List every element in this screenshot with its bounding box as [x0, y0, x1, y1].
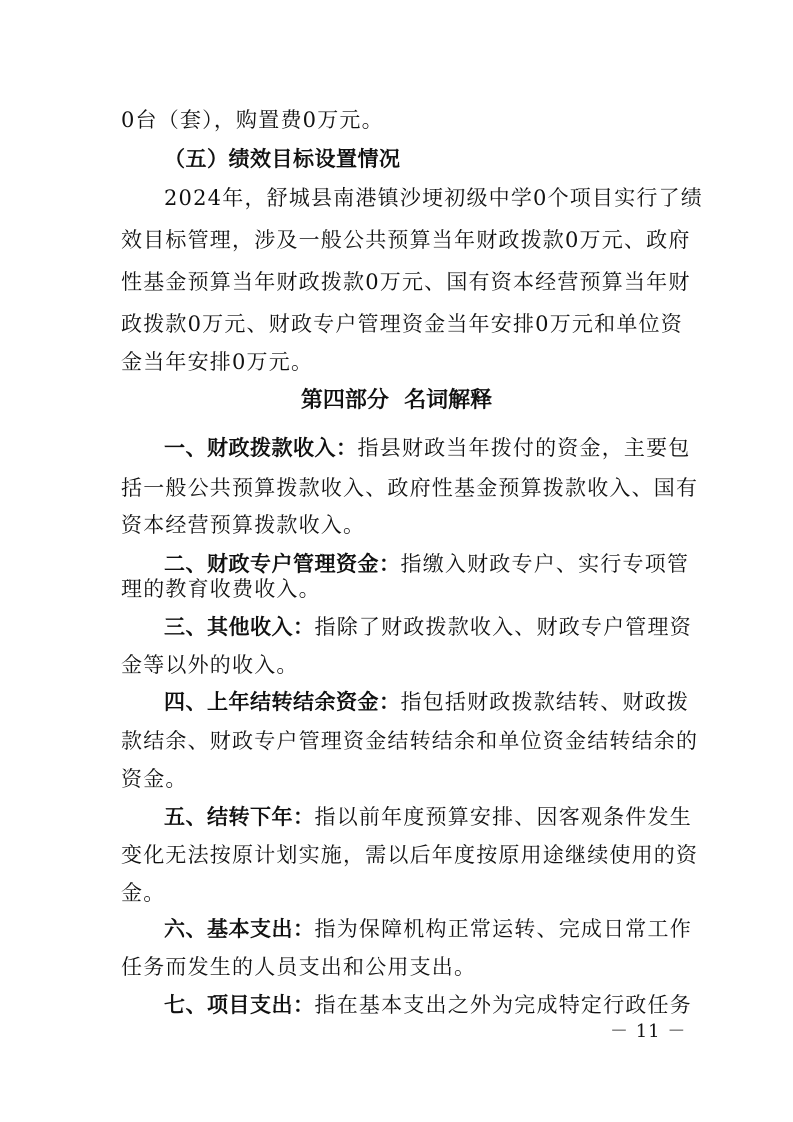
term-definition-line: 理的教育收费收入。	[121, 577, 321, 601]
term-definition-line: 资本经营预算拨款收入。	[121, 513, 366, 537]
term-definition: 指缴入财政专户、实行专项管	[400, 552, 690, 576]
term-label: 三、其他收入：	[164, 615, 315, 639]
term-definition-line: 款结余、财政专户管理资金结转结余和单位资金结转结余的	[121, 729, 699, 753]
paragraph-line: 性基金预算当年财政拨款0万元、国有资本经营预算当年财	[121, 270, 691, 294]
term-label: 二、财政专户管理资金：	[164, 552, 401, 576]
term-definition: 指包括财政拨款结转、财政拨	[400, 690, 690, 714]
paragraph-line: 0台（套），购置费0万元。	[121, 108, 384, 132]
term-definition: 指除了财政拨款收入、财政专户管理资	[314, 615, 692, 639]
term-definition-line: 资金。	[121, 767, 188, 791]
paragraph-line: 效目标管理，涉及一般公共预算当年财政拨款0万元、政府	[121, 228, 691, 252]
section-heading: （五）绩效目标设置情况	[164, 147, 401, 171]
term-label: 五、结转下年：	[164, 805, 315, 829]
paragraph-line: 金当年安排0万元。	[121, 350, 314, 374]
paragraph-line: 政拨款0万元、财政专户管理资金当年安排0万元和单位资	[121, 312, 683, 336]
term-entry-first-line	[164, 690, 724, 714]
term-definition-line: 变化无法按原计划实施，需以后年度按原用途继续使用的资	[121, 843, 699, 867]
term-definition: 指为保障机构正常运转、完成日常工作	[314, 917, 692, 941]
term-definition-line: 任务而发生的人员支出和公用支出。	[121, 955, 477, 979]
term-entry-first-line	[164, 917, 724, 941]
term-label: 四、上年结转结余资金：	[164, 690, 401, 714]
term-entry-first-line	[164, 615, 724, 639]
term-definition-line: 金等以外的收入。	[121, 653, 299, 677]
term-label: 一、财政拨款收入：	[164, 436, 358, 460]
paragraph-line: 2024年，舒城县南港镇沙埂初级中学0个项目实行了绩	[164, 186, 704, 210]
term-entry-first-line	[164, 805, 724, 829]
term-definition-line: 括一般公共预算拨款收入、政府性基金预算拨款收入、国有	[121, 476, 699, 500]
term-label: 七、项目支出：	[164, 993, 315, 1017]
term-entry-first-line	[164, 993, 724, 1017]
term-label: 六、基本支出：	[164, 917, 315, 941]
part-title: 第四部分 名词解释	[300, 388, 493, 413]
term-definition: 指以前年度预算安排、因客观条件发生	[314, 805, 692, 829]
term-definition: 指县财政当年拨付的资金，主要包	[357, 436, 691, 460]
term-entry-first-line	[164, 552, 724, 576]
term-definition: 指在基本支出之外为完成特定行政任务	[314, 993, 692, 1017]
page-number: － 11 －	[610, 1021, 687, 1042]
term-entry-first-line	[164, 436, 724, 460]
term-definition-line: 金。	[121, 881, 166, 905]
